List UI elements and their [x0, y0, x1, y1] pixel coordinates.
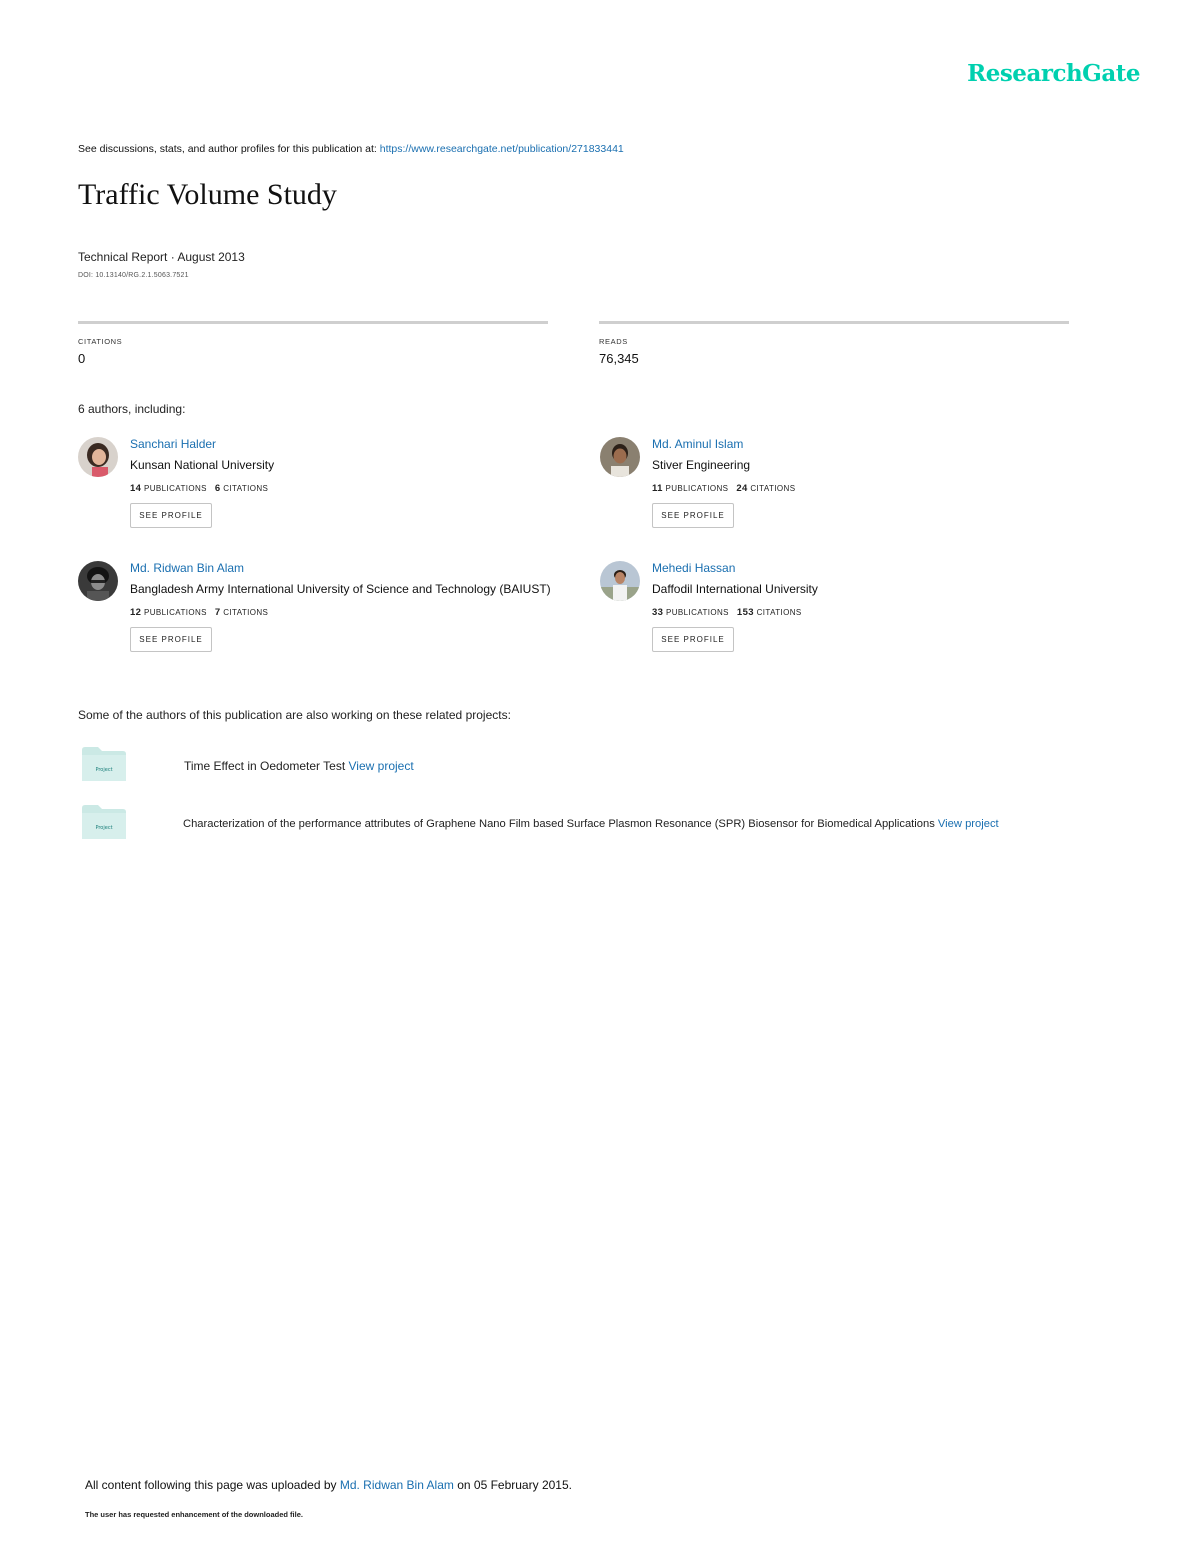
citations-value: 0 [78, 351, 86, 366]
project-folder-icon [82, 805, 126, 841]
publication-title: Traffic Volume Study [78, 178, 337, 211]
citations-label: CITATIONS [756, 608, 802, 617]
publication-url-link[interactable]: https://www.researchgate.net/publication/271833441 [379, 143, 624, 155]
project-title: Time Effect in Oedometer Test [184, 759, 349, 773]
reads-value: 76,345 [599, 351, 639, 366]
publication-type-date: Technical Report · August 2013 [78, 250, 245, 264]
download-footnote: The user has requested enhancement of the downloaded file. [85, 1510, 303, 1519]
publication-doi: DOI: 10.13140/RG.2.1.5063.7521 [78, 272, 189, 279]
authors-heading: 6 authors, including: [78, 402, 186, 416]
see-profile-button[interactable]: SEE PROFILE [652, 627, 734, 652]
author-stats [130, 607, 268, 618]
author-stats [652, 607, 802, 618]
author-name-link[interactable]: Md. Aminul Islam [652, 437, 744, 451]
author-institution: Stiver Engineering [652, 458, 751, 472]
author-stats [652, 483, 795, 494]
see-profile-button[interactable]: SEE PROFILE [652, 503, 734, 528]
view-project-link[interactable]: View project [937, 818, 999, 830]
author-name-link[interactable]: Md. Ridwan Bin Alam [130, 561, 245, 575]
project-item [184, 759, 414, 773]
project-icon-label: Project [95, 825, 113, 831]
project-item [183, 818, 999, 830]
author-card [600, 561, 1070, 671]
author-institution: Bangladesh Army International University of Science and Technology (BAIUST) [130, 582, 551, 596]
author-card [78, 437, 548, 547]
avatar[interactable] [78, 561, 118, 601]
citations-label: CITATIONS [78, 337, 123, 346]
avatar[interactable] [78, 437, 118, 477]
see-discussions-line [78, 143, 624, 155]
citations-count: 153 [736, 607, 754, 618]
publications-count: 12 [130, 607, 142, 618]
citations-divider [78, 321, 548, 324]
avatar[interactable] [600, 561, 640, 601]
author-card [78, 561, 551, 671]
publications-label: PUBLICATIONS [665, 484, 729, 493]
publications-label: PUBLICATIONS [666, 608, 729, 617]
project-title: Characterization of the performance attributes of Graphene Nano Film based Surface Plasmon Resonance (SPR) Biosensor for Biomedical Applications [183, 818, 938, 830]
author-card [600, 437, 1070, 547]
publications-label: PUBLICATIONS [144, 484, 207, 493]
projects-heading: Some of the authors of this publication are also working on these related projects: [78, 708, 511, 722]
upload-line [85, 1478, 572, 1492]
citations-count: 6 [214, 483, 221, 494]
upload-prefix: All content following this page was uploaded by [85, 1478, 340, 1492]
citations-label: CITATIONS [750, 484, 796, 493]
author-institution: Daffodil International University [652, 582, 818, 596]
publications-count: 33 [652, 607, 664, 618]
avatar[interactable] [600, 437, 640, 477]
publications-count: 11 [652, 483, 663, 494]
publications-count: 14 [130, 483, 142, 494]
reads-divider [599, 321, 1069, 324]
reads-label: READS [599, 337, 628, 346]
author-name-link[interactable]: Sanchari Halder [130, 437, 217, 451]
see-discussions-text: See discussions, stats, and author profiles for this publication at: [78, 143, 380, 155]
citations-count: 24 [736, 483, 748, 494]
see-profile-button[interactable]: SEE PROFILE [130, 503, 212, 528]
upload-suffix: on 05 February 2015. [453, 1478, 572, 1492]
view-project-link[interactable]: View project [348, 759, 414, 773]
author-institution: Kunsan National University [130, 458, 275, 472]
project-icon-label: Project [95, 767, 113, 773]
uploader-link[interactable]: Md. Ridwan Bin Alam [339, 1478, 454, 1492]
citations-label: CITATIONS [223, 484, 269, 493]
author-name-link[interactable]: Mehedi Hassan [652, 561, 736, 575]
author-stats [130, 483, 268, 494]
publications-label: PUBLICATIONS [144, 608, 207, 617]
citations-count: 7 [214, 607, 221, 618]
citations-label: CITATIONS [223, 608, 269, 617]
researchgate-logo[interactable]: ResearchGate [967, 60, 1140, 87]
project-folder-icon [82, 747, 126, 783]
see-profile-button[interactable]: SEE PROFILE [130, 627, 212, 652]
